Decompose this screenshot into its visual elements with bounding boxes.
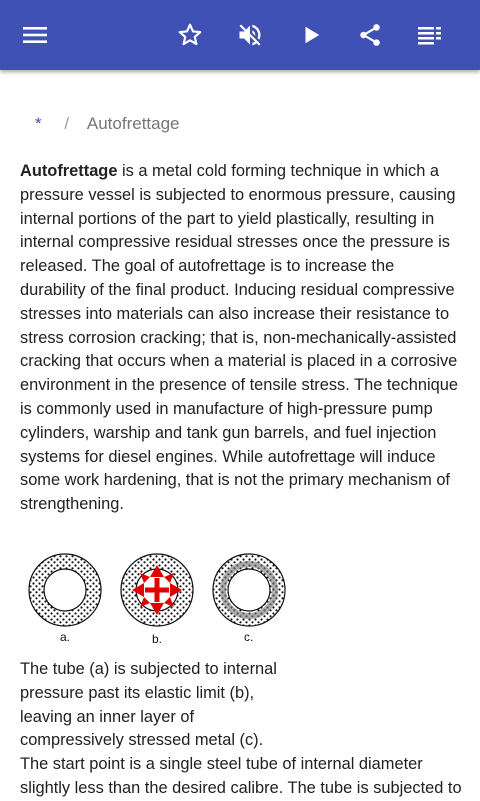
list-icon [417,25,443,45]
article-term: Autofrettage [20,162,118,180]
play-button[interactable] [293,17,329,53]
tube-b [121,554,193,626]
breadcrumb-current: Autofrettage [86,114,180,133]
star-icon [177,22,203,48]
article-paragraph-2: The start point is a single steel tube of internal diameter slightly less than the desired calibre. The tube is subjected to [20,755,462,797]
breadcrumb-home-link[interactable]: * [35,114,42,133]
play-icon [300,24,322,46]
figure-label-c: c. [244,630,254,644]
autofrettage-figure [20,540,300,655]
share-button[interactable] [352,17,388,53]
breadcrumb [35,114,180,134]
menu-button[interactable] [17,17,53,53]
breadcrumb-separator: / [64,114,70,133]
volume-off-icon [236,21,264,49]
figure-caption: The tube (a) is subjected to internal pressure past its elastic limit (b), leaving an inner layer of compressively stressed metal (c). [20,660,277,750]
share-icon [357,22,383,48]
autofrettage-diagram [20,540,300,640]
menu-icon [22,25,48,45]
tube-a [29,554,101,626]
app-toolbar [0,0,480,70]
mute-button[interactable] [232,17,268,53]
figure-label-a: a. [60,630,71,644]
article-intro [20,160,464,517]
article-intro-text: is a metal cold forming technique in which a pressure vessel is subjected to enormous pressure, causing internal portions of the part to yield plastically, resulting in internal compressive residual stresses once the pressure is released. The goal of autofrettage is to increase the durability of the final product. Inducing residual compressive stresses into materials can also increase their resistance to stress corrosion cracking; that is, non-mechanically-assisted cracking that occurs when a material is placed in a corrosive environment in the presence of tensile stress. The technique is commonly used in manufacture of high-pressure pump cylinders, warship and tank gun barrels, and fuel injection systems for diesel engines. While autofrettage will induce some work hardening, that is not the primary mechanism of strengthening. [20,162,458,514]
contents-button[interactable] [412,17,448,53]
figure-label-b: b. [152,632,163,646]
tube-c [213,554,285,626]
favorite-button[interactable] [172,17,208,53]
